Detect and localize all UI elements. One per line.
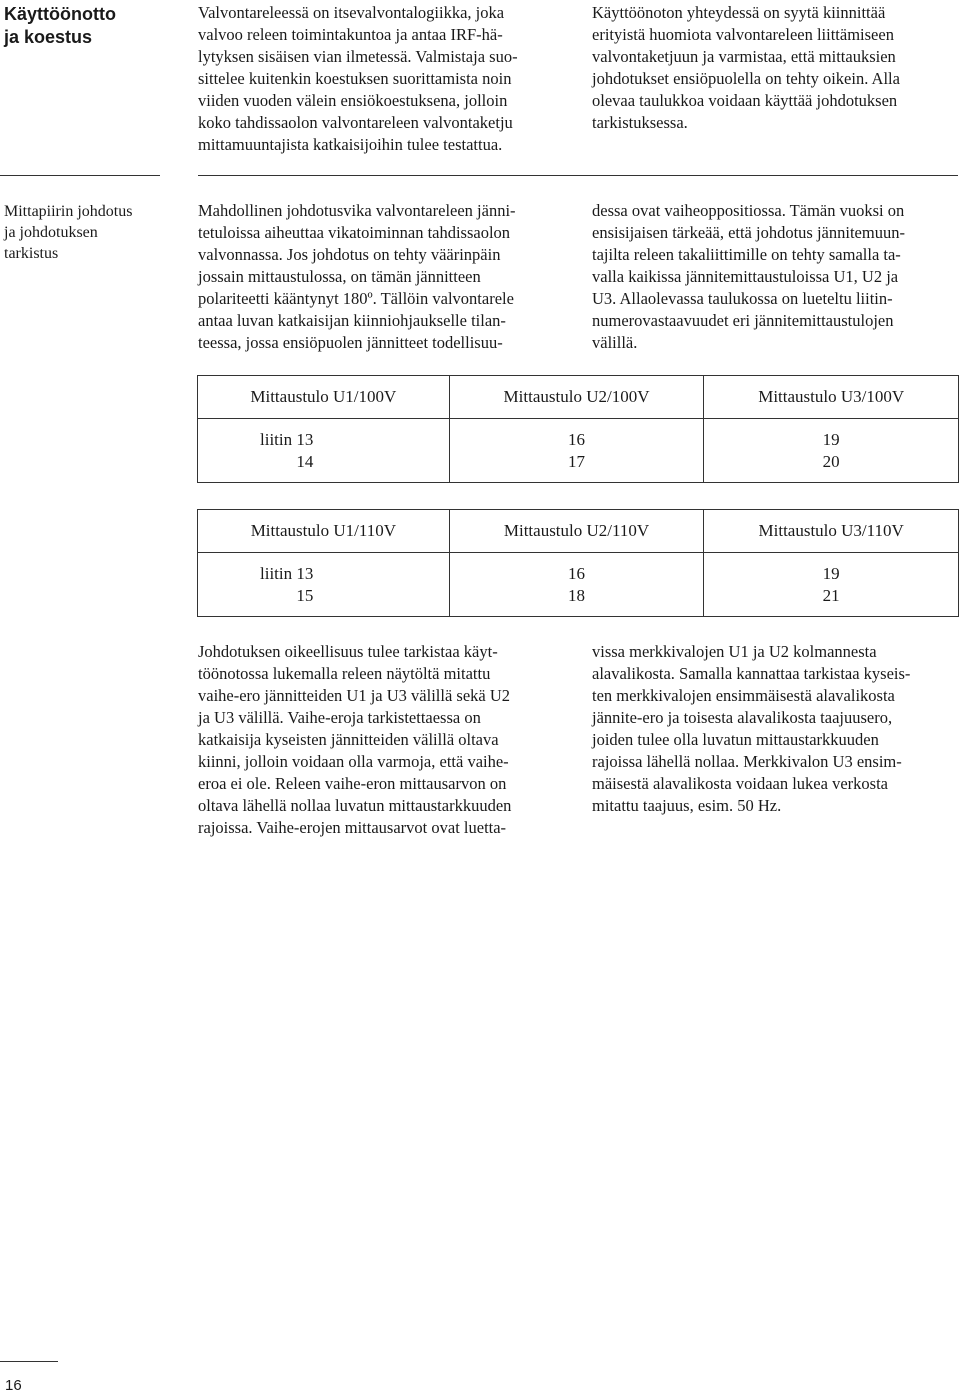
text-line: mäisestä alavalikosta voidaan lukea verkosta <box>592 774 888 793</box>
text-line: eroa ei ole. Releen vaihe-eron mittausarvon on <box>198 774 507 793</box>
table-cell <box>449 419 704 483</box>
text-line: mitattu taajuus, esim. 50 Hz. <box>592 796 782 815</box>
text-line: alavalikosta. Samalla kannattaa tarkistaa kyseis- <box>592 664 911 683</box>
liitin-label: liitin <box>260 563 293 583</box>
section3-column-2 <box>592 641 958 817</box>
measurement-table-110v <box>197 509 959 617</box>
heading-line: ja koestus <box>4 27 93 47</box>
text-line: numerovastaavuudet eri jännitemittaustulojen <box>592 311 894 330</box>
text-line: teessa, jossa ensiöpuolen jännitteet todellisuu- <box>198 333 503 352</box>
section3-column-1 <box>198 641 564 839</box>
text-line: joiden tulee olla luvatun mittaustarkkuuden <box>592 730 879 749</box>
text-line: lytyksen sisäisen vian ilmetessä. Valmistaja suo- <box>198 47 518 66</box>
text-line: Käyttöönoton yhteydessä on syytä kiinnittää <box>592 3 886 22</box>
terminal-number: 19 <box>822 563 840 583</box>
text-line: Johdotuksen oikeellisuus tulee tarkistaa käyt- <box>198 642 498 661</box>
table-header-row <box>198 510 959 553</box>
section2-column-1 <box>198 200 564 354</box>
section1-column-1 <box>198 2 560 156</box>
table-cell <box>198 419 450 483</box>
measurement-table-100v <box>197 375 959 483</box>
text-line: koko tahdissaolon valvontareleen valvontaketju <box>198 113 513 132</box>
table-cell <box>449 553 704 617</box>
table-header-cell: Mittaustulo U1/110V <box>198 510 450 553</box>
text-line: rajoissa. Vaihe-erojen mittausarvot ovat luetta- <box>198 818 507 837</box>
section-heading-kayttoonotto <box>4 3 116 49</box>
table-header-cell: Mittaustulo U3/100V <box>704 376 959 419</box>
text-line: Valvontareleessä on itsevalvontalogiikka, joka <box>198 3 505 22</box>
heading-line: ja johdotuksen <box>4 224 98 241</box>
terminal-number: 19 <box>822 429 840 449</box>
text-line: viiden vuoden välein ensiökoestuksena, jolloin <box>198 91 508 110</box>
table-header-cell: Mittaustulo U2/100V <box>449 376 704 419</box>
text-line: valvontaketjuun ja varmistaa, että mittauksien <box>592 47 896 66</box>
table-cell <box>704 553 959 617</box>
text-line: jossain mittaustulossa, on tämän jännitteen <box>198 267 481 286</box>
terminal-number: 20 <box>822 451 840 471</box>
section-heading-mittapiiri <box>4 201 132 264</box>
table-header-cell: Mittaustulo U2/110V <box>449 510 704 553</box>
terminal-number: 13 <box>296 563 314 583</box>
text-line: valvoo releen toimintakuntoa ja antaa IRF-hä- <box>198 25 503 44</box>
terminal-number: 18 <box>568 585 585 605</box>
text-line: tetuloissa aiheuttaa vikatoiminnan tahdissaolon <box>198 223 511 242</box>
table-cell <box>198 553 450 617</box>
table-row <box>198 553 959 617</box>
heading-line: Käyttöönotto <box>4 4 116 24</box>
text-line: sittelee kuitenkin koestuksen suorittamista noin <box>198 69 512 88</box>
table-header-cell: Mittaustulo U1/100V <box>198 376 450 419</box>
terminal-number: 16 <box>568 563 585 583</box>
text-line: Mahdollinen johdotusvika valvontareleen jänni- <box>198 201 516 220</box>
terminal-number: 17 <box>568 451 585 471</box>
text-line: olevaa taulukkoa voidaan käyttää johdotuksen <box>592 91 898 110</box>
table-header-cell: Mittaustulo U3/110V <box>704 510 959 553</box>
table-cell <box>704 419 959 483</box>
text-line: tarkistuksessa. <box>592 113 688 132</box>
section-divider-main <box>198 175 958 176</box>
liitin-label: liitin <box>260 429 293 449</box>
text-line: katkaisija kyseisten jännitteiden välillä oltava <box>198 730 499 749</box>
table-row <box>198 419 959 483</box>
section1-column-2 <box>592 2 958 134</box>
text-line: mittamuuntajista katkaisijoihin tulee testattua. <box>198 135 503 154</box>
text-line: johdotukset ensiöpuolella on tehty oikein. Alla <box>592 69 900 88</box>
text-line: ja U3 välillä. Vaihe-eroja tarkistettaessa on <box>198 708 481 727</box>
text-line: oltava lähellä nollaa luvatun mittaustarkkuuden <box>198 796 512 815</box>
text-line: töönotossa lukemalla releen näytöltä mitattu <box>198 664 491 683</box>
text-line: ensisijaisen tärkeää, että johdotus jännitemuun- <box>592 223 905 242</box>
text-line: välillä. <box>592 333 638 352</box>
heading-line: tarkistus <box>4 245 59 262</box>
text-line: valvonnassa. Jos johdotus on tehty väärinpäin <box>198 245 501 264</box>
text-line: kiinni, jolloin voidaan olla varmoja, että vaihe- <box>198 752 509 771</box>
terminal-number: 15 <box>296 585 314 605</box>
text-line: rajoissa lähellä nollaa. Merkkivalon U3 ensim- <box>592 752 902 771</box>
terminal-number: 14 <box>296 451 314 471</box>
text-line: erityistä huomiota valvontareleen liittämiseen <box>592 25 894 44</box>
text-line: polariteetti kääntynyt 180º. Tällöin valvontarele <box>198 289 514 308</box>
text-line: tajilta releen takaliittimille on tehty samalla ta- <box>592 245 901 264</box>
terminal-number: 13 <box>296 429 314 449</box>
text-line: jännite-ero ja toisesta alavalikosta taajuusero, <box>592 708 893 727</box>
text-line: vissa merkkivalojen U1 ja U2 kolmannesta <box>592 642 877 661</box>
text-line: antaa luvan katkaisijan kiinniohjaukselle tilan- <box>198 311 506 330</box>
heading-line: Mittapiirin johdotus <box>4 203 133 220</box>
footer-rule <box>0 1361 58 1362</box>
page-number: 16 <box>5 1377 22 1394</box>
terminal-number: 21 <box>822 585 840 605</box>
terminal-number: 16 <box>568 429 585 449</box>
section-divider-left <box>0 175 160 176</box>
table-header-row <box>198 376 959 419</box>
text-line: vaihe-ero jännitteiden U1 ja U3 välillä sekä U2 <box>198 686 511 705</box>
text-line: ten merkkivalojen ensimmäisestä alavalikosta <box>592 686 895 705</box>
text-line: U3. Allaolevassa taulukossa on lueteltu liitin- <box>592 289 893 308</box>
section2-column-2 <box>592 200 958 354</box>
text-line: valla kaikissa jännitemittaustuloissa U1, U2 ja <box>592 267 899 286</box>
text-line: dessa ovat vaiheoppositiossa. Tämän vuoksi on <box>592 201 905 220</box>
